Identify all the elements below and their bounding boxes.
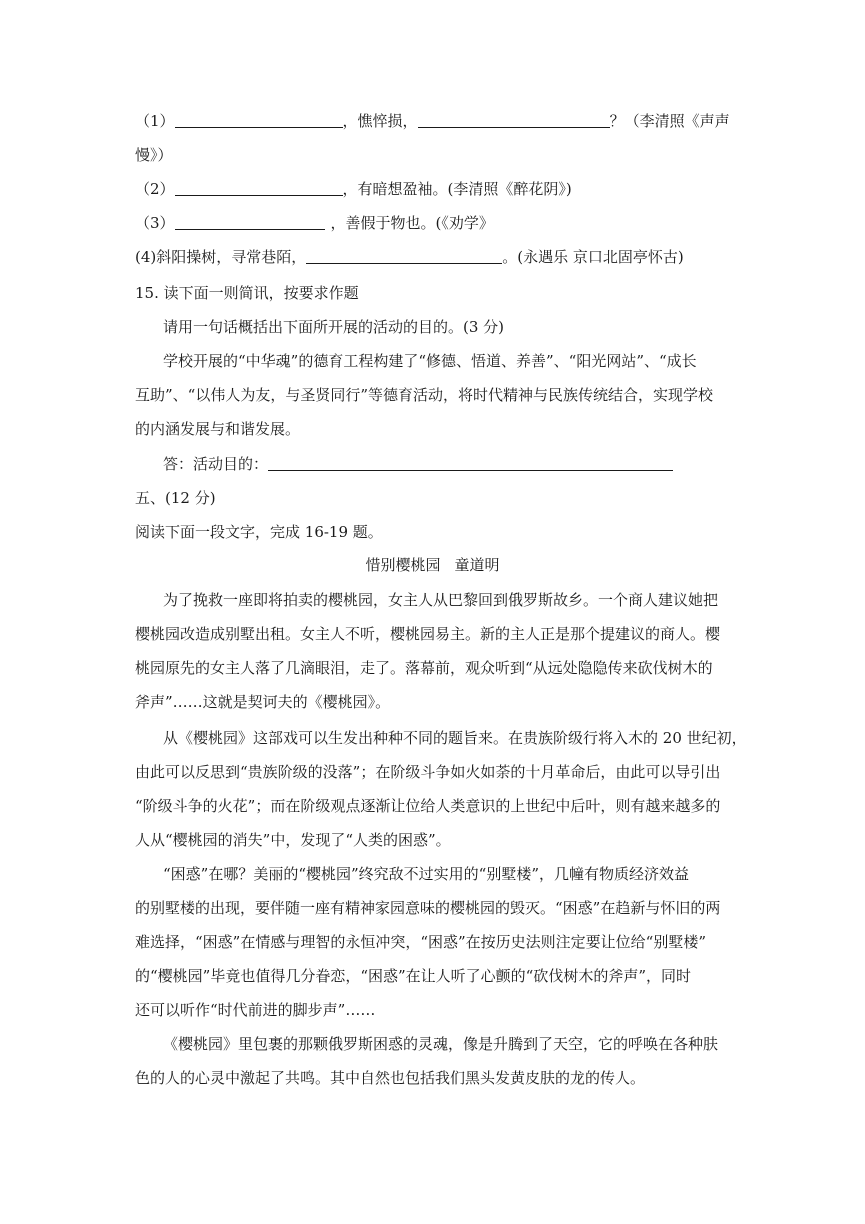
section-5-heading: 五、(12 分) xyxy=(135,489,216,507)
article-line: 难选择，“困惑”在情感与理智的永恒冲突，“困惑”在按历史法则注定要让位给“别墅楼” xyxy=(135,933,707,951)
article-line: 从《樱桃园》这部戏可以生发出种种不同的题旨来。在贵族阶级行将入木的 20 世纪初， xyxy=(163,729,747,747)
q15-passage-line: 互助”、“以伟人为友，与圣贤同行”等德育活动，将时代精神与民族传统结合，实现学校 xyxy=(135,386,714,404)
article-title-row xyxy=(0,554,865,576)
article-line: 樱桃园改造成别墅出租。女主人不听，樱桃园易主。新的主人正是那个提建议的商人。樱 xyxy=(135,625,721,643)
item-number: (4) xyxy=(135,248,157,266)
article-line: 由此可以反思到“贵族阶级的没落”；在阶级斗争如火如荼的十月革命后，由此可以导引出 xyxy=(135,763,721,781)
article-line: “阶级斗争的火花”；而在阶级观点逐渐让位给人类意识的上世纪中后叶，则有越来越多的 xyxy=(135,797,721,815)
article-line: 的别墅楼的出现，要伴随一座有精神家园意味的樱桃园的毁灭。“困惑”在趋新与怀旧的两 xyxy=(135,899,721,917)
answer-blank-15[interactable] xyxy=(268,456,673,471)
article-author: 童道明 xyxy=(454,556,500,574)
answer-blank-1b[interactable] xyxy=(418,113,610,128)
q14-item-1 xyxy=(135,110,730,132)
q15-instruction: 请用一句话概括出下面所开展的活动的目的。(3 分) xyxy=(163,318,505,336)
answer-label: 答：活动目的： xyxy=(163,455,269,473)
section-5-instruction: 阅读下面一段文字，完成 16-19 题。 xyxy=(135,523,383,541)
answer-blank-4[interactable] xyxy=(306,249,502,264)
article-line: 桃园原先的女主人落了几滴眼泪，走了。落幕前，观众听到“从远处隐隐传来砍伐树木的 xyxy=(135,659,713,677)
item-text: ，憔悴损， xyxy=(342,112,418,130)
q15-answer-row xyxy=(163,453,673,475)
answer-blank-1a[interactable] xyxy=(175,113,343,128)
item-number: （2） xyxy=(135,180,175,198)
answer-blank-2[interactable] xyxy=(175,181,343,196)
article-line: 《樱桃园》里包裹的那颗俄罗斯困惑的灵魂，像是升腾到了天空，它的呼唤在各种肤 xyxy=(163,1035,719,1053)
q15-passage-line: 的内涵发展与和谐发展。 xyxy=(135,420,301,438)
q14-item-4 xyxy=(135,246,684,268)
item-source: ？（李清照《声声 xyxy=(609,112,730,130)
article-line: “困惑”在哪？美丽的“樱桃园”终究敌不过实用的“别墅楼”，几幢有物质经济效益 xyxy=(163,865,690,883)
q14-item-2 xyxy=(135,178,572,200)
item-source: ，有暗想盈袖。(李清照《醉花阴》) xyxy=(342,180,572,198)
item-number: （1） xyxy=(135,112,175,130)
item-source: 。(永遇乐 京口北固亭怀古) xyxy=(502,248,684,266)
article-line: 的“樱桃园”毕竟也值得几分眷恋，“困惑”在让人听了心颤的“砍伐树木的斧声”，同时 xyxy=(135,967,692,985)
item-number: （3） xyxy=(135,214,175,232)
q15-passage-line: 学校开展的“中华魂”的德育工程构建了“修德、悟道、养善”、“阳光网站”、“成长 xyxy=(163,352,697,370)
q15-heading: 15. 读下面一则简讯，按要求作题 xyxy=(135,284,359,302)
article-line: 色的人的心灵中激起了共鸣。其中自然也包括我们黑头发黄皮肤的龙的传人。 xyxy=(135,1069,646,1087)
article-line: 为了挽救一座即将拍卖的樱桃园，女主人从巴黎回到俄罗斯故乡。一个商人建议她把 xyxy=(163,591,719,609)
article-line: 还可以听作“时代前进的脚步声”…… xyxy=(135,1001,376,1019)
answer-blank-3[interactable] xyxy=(175,215,325,230)
article-title: 惜别樱桃园 xyxy=(365,556,441,574)
q14-item-3 xyxy=(135,212,494,234)
item-text: 斜阳操树，寻常巷陌， xyxy=(156,248,307,266)
article-line: 人从“樱桃园的消失”中，发现了“人类的困惑”。 xyxy=(135,831,451,849)
item-source: ，善假于物也。(《劝学》 xyxy=(330,214,494,232)
q14-item-1-cont: 慢》） xyxy=(135,146,173,164)
article-line: 斧声”……这就是契诃夫的《樱桃园》。 xyxy=(135,693,391,711)
